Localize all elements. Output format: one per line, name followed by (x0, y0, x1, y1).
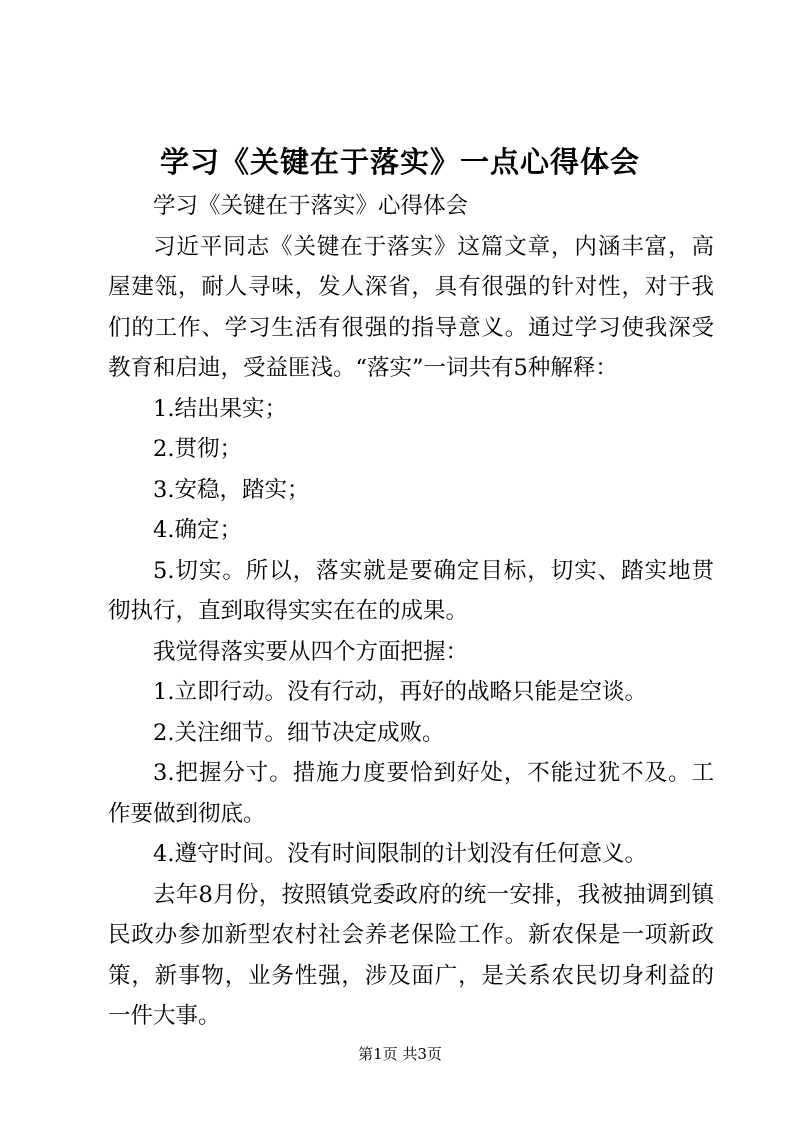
paragraph-definition-2: 2.贯彻； (153, 436, 242, 462)
paragraph-aspect-3: 3.把握分寸。措施力度要恰到好处，不能过犹不及。工作要做到彻底。 (108, 760, 714, 827)
paragraph-subtitle: 学习《关键在于落实》心得体会 (153, 193, 469, 219)
paragraph-aspect-4: 4.遵守时间。没有时间限制的计划没有任何意义。 (153, 841, 647, 867)
paragraph-aspects-intro: 我觉得落实要从四个方面把握： (153, 638, 469, 665)
paragraph-definition-3: 3.安稳，踏实； (153, 476, 310, 503)
paragraph-intro: 习近平同志《关键在于落实》这篇文章，内涵丰富，高屋建瓴，耐人寻味，发人深省，具有很强的针对性，对于我们的工作、学习生活有很强的指导意义。通过学习使我深受教育和启迪，受益匪浅。“落实”一词共有5种解释： (108, 233, 714, 381)
document-title: 学习《关键在于落实》一点心得体会 (159, 145, 640, 179)
paragraph-aspect-1: 1.立即行动。没有行动，再好的战略只能是空谈。 (153, 679, 647, 705)
paragraph-aspect-2: 2.关注细节。细节决定成败。 (153, 719, 445, 746)
paragraph-experience: 去年8月份，按照镇党委政府的统一安排，我被抽调到镇民政办参加新型农村社会养老保险工作。新农保是一项新政策，新事物，业务性强，涉及面广，是关系农民切身利益的一件大事。 (108, 881, 714, 1029)
paragraph-definition-1: 1.结出果实； (153, 395, 287, 422)
paragraph-definition-5: 5.切实。所以，落实就是要确定目标，切实、踏实地贯彻执行，直到取得实实在在的成果。 (108, 557, 714, 624)
document-body (108, 186, 714, 1037)
paragraph-definition-4: 4.确定； (153, 517, 242, 543)
page-footer: 第1页 共3页 (358, 1045, 442, 1063)
